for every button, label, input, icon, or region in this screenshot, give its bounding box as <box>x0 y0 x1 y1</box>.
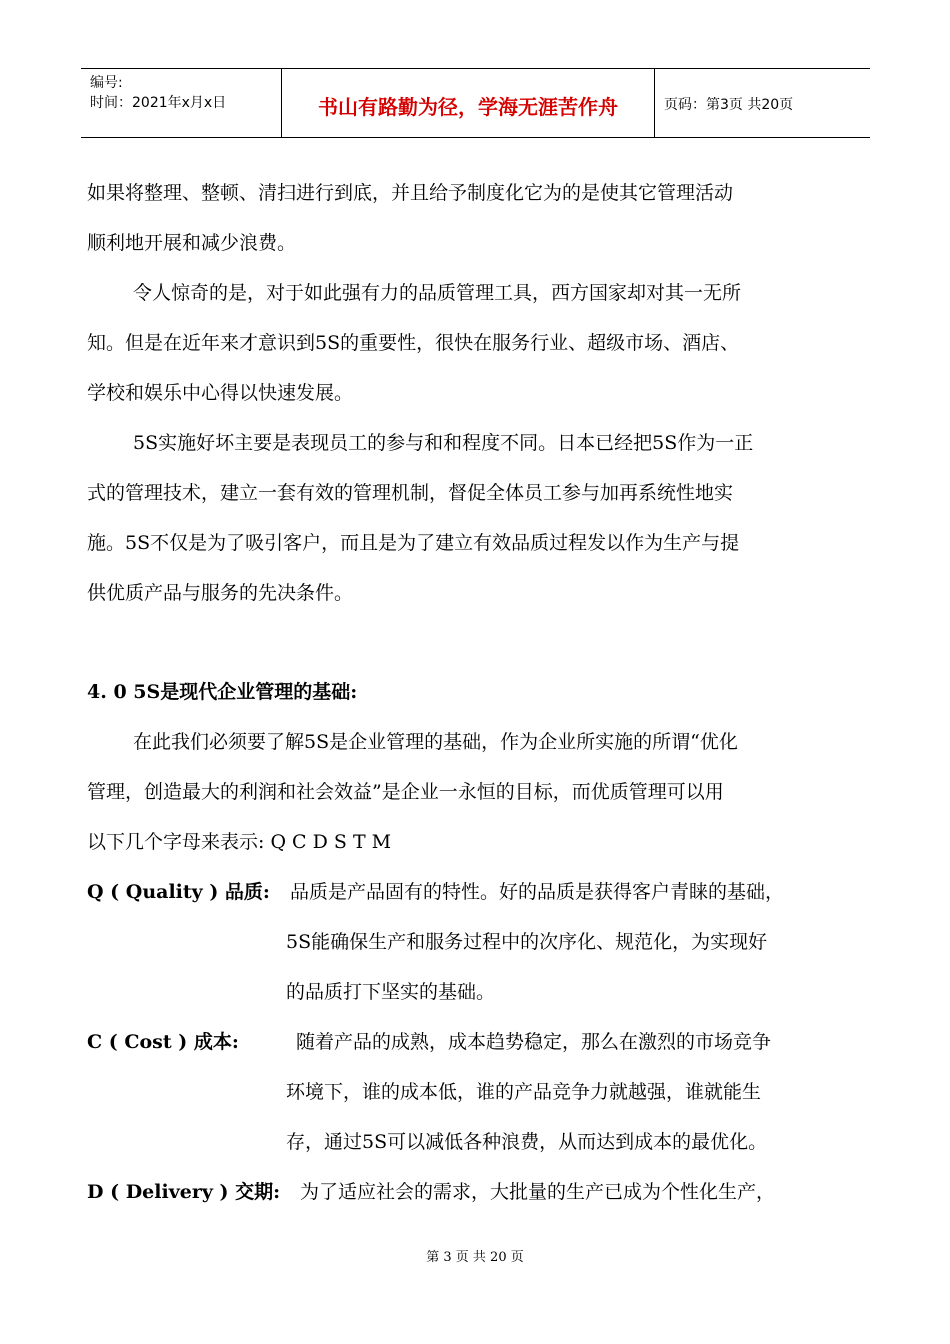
header-motto <box>281 69 655 137</box>
page-footer: 第 3 页 共 20 页 <box>426 1250 524 1265</box>
paragraph-line: 随着产品的成熟，成本趋势稳定，那么在激烈的市场竞争 <box>296 1031 772 1053</box>
paragraph-line: 如果将整理、整顿、清扫进行到底，并且给予制度化它为的是使其它管理活动 <box>87 182 734 204</box>
paragraph-line: 5S实施好坏主要是表现员工的参与和和程度不同。日本已经把5S作为一正 <box>133 432 754 454</box>
paragraph-line: 品质是产品固有的特性。好的品质是获得客户青睐的基础， <box>290 881 785 903</box>
paragraph-line: 管理，创造最大的利润和社会效益”是企业一永恒的目标，而优质管理可以用 <box>87 781 724 803</box>
number-label: 编号: <box>90 75 123 91</box>
time-label: 时间：2021年x月x日 <box>90 95 227 111</box>
page-label: 页码：第3页 共20页 <box>664 97 794 113</box>
page-header <box>81 68 870 138</box>
paragraph-line: 在此我们必须要了解5S是企业管理的基础，作为企业所实施的所谓“优化 <box>133 731 738 753</box>
header-meta <box>81 69 281 137</box>
paragraph-line: 以下几个字母来表示: Q C D S T M <box>87 831 392 853</box>
term-quality: Q ( Quality ) 品质: <box>87 881 270 903</box>
section-heading: 4. 0 5S是现代企业管理的基础: <box>87 681 358 703</box>
motto-text: 书山有路勤为径，学海无涯苦作舟 <box>318 95 618 119</box>
paragraph-line: 为了适应社会的需求，大批量的生产已成为个性化生产， <box>300 1181 776 1203</box>
paragraph-line: 5S能确保生产和服务过程中的次序化、规范化，为实现好 <box>286 931 768 953</box>
term-cost: C ( Cost ) 成本: <box>87 1031 239 1053</box>
paragraph-line: 施。5S不仅是为了吸引客户，而且是为了建立有效品质过程发以作为生产与提 <box>87 532 740 554</box>
paragraph-line: 式的管理技术，建立一套有效的管理机制，督促全体员工参与加再系统性地实 <box>87 482 734 504</box>
paragraph-line: 供优质产品与服务的先决条件。 <box>87 582 354 604</box>
paragraph-line: 令人惊奇的是，对于如此强有力的品质管理工具，西方国家却对其一无所 <box>133 282 742 304</box>
paragraph-line: 的品质打下坚实的基础。 <box>286 981 496 1003</box>
paragraph-line: 存，通过5S可以减低各种浪费，从而达到成本的最优化。 <box>286 1131 768 1153</box>
paragraph-line: 顺利地开展和减少浪费。 <box>87 232 297 254</box>
term-delivery: D ( Delivery ) 交期: <box>87 1181 281 1203</box>
paragraph-line: 知。但是在近年来才意识到5S的重要性，很快在服务行业、超级市场、酒店、 <box>87 332 740 354</box>
paragraph-line: 环境下，谁的成本低，谁的产品竞争力就越强，谁就能生 <box>286 1081 762 1103</box>
header-page <box>654 69 870 137</box>
paragraph-line: 学校和娱乐中心得以快速发展。 <box>87 382 354 404</box>
